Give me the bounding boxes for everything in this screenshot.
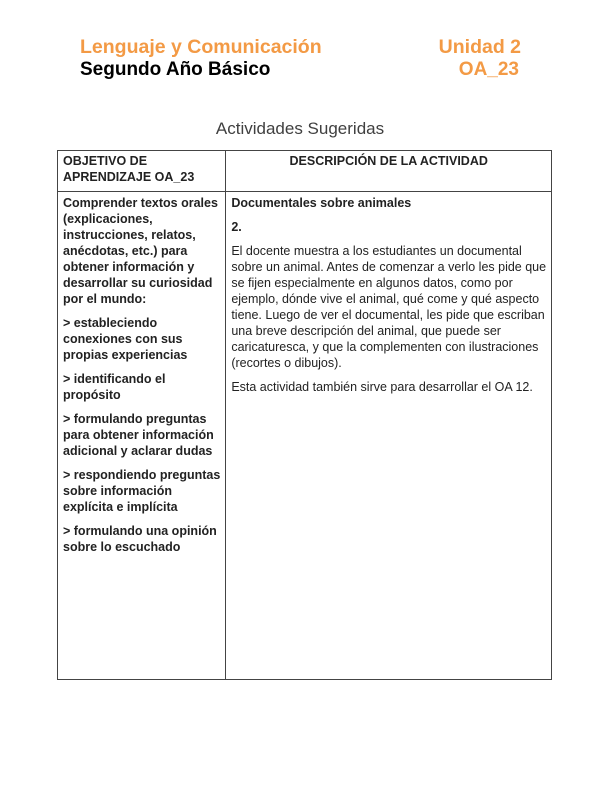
activity-paragraph [231, 243, 546, 371]
description-cell [226, 192, 552, 680]
text-line: propias experiencias [63, 348, 188, 362]
text-line: Comprender textos orales [63, 196, 218, 210]
table-header-row [58, 151, 552, 192]
text-line: obtener información y [63, 260, 195, 274]
text-line: instrucciones, relatos, [63, 228, 196, 242]
text-line: ejemplo, dónde vive el animal, qué come y qué aspecto [231, 292, 540, 306]
section-title: Actividades Sugeridas [215, 119, 385, 138]
text-line: > estableciendo [63, 316, 158, 330]
oa-label: OA_23 [458, 59, 519, 80]
header-line: OBJETIVO DE [63, 154, 148, 168]
unit-label: Unidad 2 [438, 36, 521, 58]
text-line: > respondiendo preguntas [63, 468, 221, 482]
text-line: explícita e implícita [63, 500, 178, 514]
objective-paragraph [63, 315, 220, 363]
objective-paragraph [63, 467, 220, 515]
objective-header [58, 151, 226, 192]
text-line: sobre información [63, 484, 173, 498]
activity-title: Documentales sobre animales [231, 196, 412, 210]
text-line: se fijen especialmente en algunos datos, como por [231, 276, 513, 290]
activity-table [57, 150, 552, 680]
text-line: para obtener información [63, 428, 214, 442]
table-row [58, 192, 552, 680]
text-line: conexiones con sus [63, 332, 183, 346]
text-line: una breve descripción del animal, que puede ser [231, 324, 501, 338]
text-line: adicional y aclarar dudas [63, 444, 213, 458]
objective-paragraph [63, 523, 220, 555]
text-line: sobre un animal. Antes de comenzar a verlo les pide que [231, 260, 547, 274]
text-line: (recortes o dibujos). [231, 356, 342, 370]
activity-paragraph [231, 379, 546, 395]
description-header: DESCRIPCIÓN DE LA ACTIVIDAD [226, 151, 552, 192]
text-line: El docente muestra a los estudiantes un documental [231, 244, 522, 258]
objective-paragraph [63, 195, 220, 307]
text-line: sobre lo escuchado [63, 540, 181, 554]
text-line: tiene. Luego de ver el documental, les pide que escriban [231, 308, 545, 322]
text-line: desarrollar su curiosidad [63, 276, 213, 290]
text-line: > identificando el [63, 372, 166, 386]
grade-title: Segundo Año Básico [80, 59, 271, 80]
activity-number: 2. [231, 220, 242, 234]
text-line: > formulando una opinión [63, 524, 217, 538]
subject-title: Lenguaje y Comunicación [80, 36, 322, 58]
text-line: (explicaciones, [63, 212, 153, 226]
text-line: > formulando preguntas [63, 412, 207, 426]
objective-cell [58, 192, 226, 680]
text-line: por el mundo: [63, 292, 147, 306]
objective-paragraph [63, 371, 220, 403]
text-line: caricaturesca, y que la complementen con ilustraciones [231, 340, 539, 354]
header-line: APRENDIZAJE OA_23 [63, 170, 195, 184]
text-line: propósito [63, 388, 121, 402]
objective-paragraph [63, 411, 220, 459]
text-line: Esta actividad también sirve para desarrollar el OA 12. [231, 380, 533, 394]
text-line: anécdotas, etc.) para [63, 244, 188, 258]
